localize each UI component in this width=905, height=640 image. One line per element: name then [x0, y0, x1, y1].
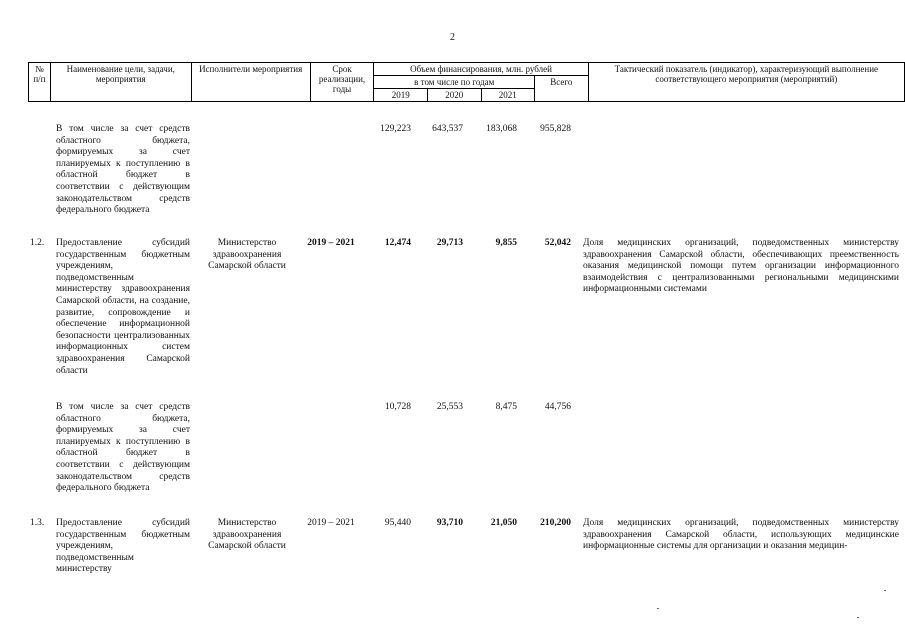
value-2019: 12,474 [384, 238, 411, 248]
value-2019: 10,728 [384, 402, 411, 412]
row-indicator: Доля медицинских организаций, подведомственных министерству здравоохранения Самарской области, использующих медицинские информационные системы для организации и оказания медицин- [583, 518, 899, 552]
value-2021: 8,475 [495, 402, 517, 412]
value-2019: 95,440 [384, 518, 411, 528]
scan-speck [657, 608, 659, 609]
value-total: 210,200 [540, 518, 571, 528]
value-2021: 21,050 [490, 518, 517, 528]
row-executor: Министерство здравоохранения Самарской области [208, 518, 286, 552]
row-period: 2019 – 2021 [307, 518, 355, 528]
header-funding: Объем финансирования, млн. рублей [374, 63, 588, 76]
page-number: 2 [450, 32, 455, 43]
row-period: 2019 – 2021 [307, 238, 355, 248]
value-2019: 129,223 [380, 124, 411, 134]
header-name: Наименование цели, задачи, мероприятия [50, 63, 191, 102]
value-total: 955,828 [540, 124, 571, 134]
value-total: 44,756 [544, 402, 571, 412]
table-header [28, 62, 905, 102]
value-2020: 643,537 [432, 124, 463, 134]
header-year-2021: 2021 [481, 89, 535, 102]
header-year-2020: 2020 [427, 89, 481, 102]
value-2020: 25,553 [436, 402, 463, 412]
header-executors: Исполнители мероприятия [191, 63, 310, 102]
header-total: Всего [535, 76, 589, 102]
header-by-years: в том числе по годам [374, 76, 535, 89]
scan-speck [857, 617, 859, 618]
value-2020: 29,713 [436, 238, 463, 248]
header-period: Срок реализации, годы [310, 63, 374, 102]
row-number: 1.2. [30, 238, 45, 248]
row-description: Предоставление субсидий государственным бюджетным учреждениям, подведомственным министерству [56, 518, 190, 575]
row-description: Предоставление субсидий государственным бюджетным учреждениям, подведомственным министерству здравоохранения Самарской области, на создание, развитие, сопровождение и обеспечение информационной безопасности централизованных информационных систем здравоохранения Самарской области [56, 238, 190, 376]
header-number: № п/п [29, 63, 51, 102]
value-2021: 9,855 [495, 238, 517, 248]
row-executor: Министерство здравоохранения Самарской области [208, 238, 286, 272]
row-number: 1.3. [30, 518, 45, 528]
header-year-2019: 2019 [374, 89, 428, 102]
value-2021: 183,068 [486, 124, 517, 134]
value-2020: 93,710 [436, 518, 463, 528]
row-indicator: Доля медицинских организаций, подведомственных министерству здравоохранения Самарской области, обеспечивающих преемственность оказания медицинской помощи путем организации информационного взаимодействия с централизованными региональными медицинскими информационными системами [583, 238, 899, 295]
row-description: В том числе за счет средств областного бюджета, формируемых за счет планируемых к поступлению в областной бюджет в соответствии с действующим законодательством средств федерального бюджета [56, 402, 190, 494]
value-total: 52,042 [544, 238, 571, 248]
header-indicator: Тактический показатель (индикатор), характеризующий выполнение соответствующего мероприятия (мероприятий) [588, 63, 904, 102]
row-description: В том числе за счет средств областного бюджета, формируемых за счет планируемых к поступлению в областной бюджет в соответствии с действующим законодательством средств федерального бюджета [56, 124, 190, 216]
scan-speck [884, 590, 886, 591]
